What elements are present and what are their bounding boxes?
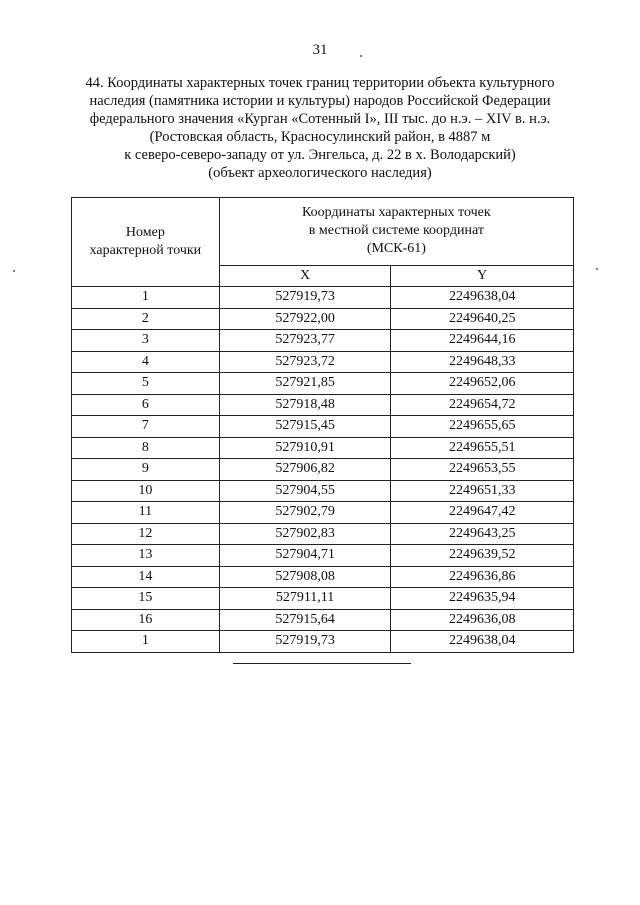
heading-line: наследия (памятника истории и культуры) народов Российской Федерации xyxy=(89,93,551,109)
cell-point-number: 2 xyxy=(72,308,220,330)
cell-point-number: 6 xyxy=(72,394,220,416)
cell-y: 2249639,52 xyxy=(391,545,574,567)
cell-y: 2249643,25 xyxy=(391,523,574,545)
heading-line: 44. Координаты характерных точек границ территории объекта культурного xyxy=(85,75,555,91)
heading-line: (объект археологического наследия) xyxy=(208,165,432,181)
page-number: 31 xyxy=(312,42,328,58)
table-body xyxy=(72,287,574,653)
cell-x: 527918,48 xyxy=(219,394,391,416)
cell-x: 527904,71 xyxy=(219,545,391,567)
cell-x: 527906,82 xyxy=(219,459,391,481)
cell-x: 527904,55 xyxy=(219,480,391,502)
cell-point-number: 12 xyxy=(72,523,220,545)
cell-point-number: 15 xyxy=(72,588,220,610)
header-x: X xyxy=(219,265,391,286)
header-coordinates-line3: (МСК-61) xyxy=(366,241,426,257)
cell-y: 2249654,72 xyxy=(391,394,574,416)
heading-line: к северо-северо-западу от ул. Энгельса, д. 22 в х. Володарский) xyxy=(124,147,516,163)
header-coordinates-line2: в местной системе координат xyxy=(308,223,484,239)
cell-point-number: 4 xyxy=(72,351,220,373)
table-row xyxy=(72,308,574,330)
cell-point-number: 1 xyxy=(72,631,220,653)
cell-point-number: 5 xyxy=(72,373,220,395)
table-row xyxy=(72,437,574,459)
footer-divider xyxy=(233,663,411,664)
header-coordinates-line1: Координаты характерных точек xyxy=(302,205,491,221)
cell-x: 527908,08 xyxy=(219,566,391,588)
header-coordinates xyxy=(219,198,573,266)
cell-point-number: 3 xyxy=(72,330,220,352)
cell-point-number: 13 xyxy=(72,545,220,567)
cell-point-number: 1 xyxy=(72,287,220,309)
table-header xyxy=(72,198,574,287)
cell-x: 527919,73 xyxy=(219,631,391,653)
table-row xyxy=(72,416,574,438)
heading-line: (Ростовская область, Красносулинский район, в 4887 м xyxy=(149,129,491,145)
cell-y: 2249648,33 xyxy=(391,351,574,373)
cell-y: 2249655,51 xyxy=(391,437,574,459)
cell-x: 527922,00 xyxy=(219,308,391,330)
cell-point-number: 14 xyxy=(72,566,220,588)
cell-y: 2249655,65 xyxy=(391,416,574,438)
scan-speck xyxy=(596,268,598,270)
header-point-number-line2: характерной точки xyxy=(89,243,202,258)
cell-y: 2249638,04 xyxy=(391,287,574,309)
cell-x: 527902,79 xyxy=(219,502,391,524)
cell-point-number: 16 xyxy=(72,609,220,631)
cell-y: 2249647,42 xyxy=(391,502,574,524)
header-point-number xyxy=(72,198,220,287)
heading-line: федерального значения «Курган «Сотенный I», III тыс. до н.э. – XIV в. н.э. xyxy=(89,111,551,127)
table-row xyxy=(72,588,574,610)
cell-y: 2249651,33 xyxy=(391,480,574,502)
table-row xyxy=(72,566,574,588)
table-row xyxy=(72,394,574,416)
table-row xyxy=(72,459,574,481)
cell-x: 527923,72 xyxy=(219,351,391,373)
table-row xyxy=(72,545,574,567)
cell-point-number: 9 xyxy=(72,459,220,481)
scan-speck xyxy=(360,55,362,57)
coordinates-table xyxy=(71,197,574,653)
cell-y: 2249644,16 xyxy=(391,330,574,352)
cell-x: 527910,91 xyxy=(219,437,391,459)
table-row xyxy=(72,609,574,631)
cell-x: 527911,11 xyxy=(219,588,391,610)
cell-y: 2249636,86 xyxy=(391,566,574,588)
header-y: Y xyxy=(391,265,574,286)
cell-point-number: 11 xyxy=(72,502,220,524)
cell-x: 527915,45 xyxy=(219,416,391,438)
cell-x: 527921,85 xyxy=(219,373,391,395)
scan-speck xyxy=(13,270,15,272)
table-row xyxy=(72,330,574,352)
cell-point-number: 8 xyxy=(72,437,220,459)
cell-point-number: 10 xyxy=(72,480,220,502)
table-row xyxy=(72,480,574,502)
table-row xyxy=(72,631,574,653)
cell-y: 2249640,25 xyxy=(391,308,574,330)
cell-y: 2249638,04 xyxy=(391,631,574,653)
cell-y: 2249635,94 xyxy=(391,588,574,610)
cell-y: 2249636,08 xyxy=(391,609,574,631)
cell-x: 527902,83 xyxy=(219,523,391,545)
table-row xyxy=(72,373,574,395)
document-heading xyxy=(60,74,580,182)
cell-x: 527915,64 xyxy=(219,609,391,631)
cell-y: 2249653,55 xyxy=(391,459,574,481)
table-row xyxy=(72,523,574,545)
table-row xyxy=(72,287,574,309)
cell-x: 527919,73 xyxy=(219,287,391,309)
header-point-number-line1: Номер xyxy=(125,225,165,240)
table-row xyxy=(72,502,574,524)
table-row xyxy=(72,351,574,373)
cell-point-number: 7 xyxy=(72,416,220,438)
cell-y: 2249652,06 xyxy=(391,373,574,395)
cell-x: 527923,77 xyxy=(219,330,391,352)
